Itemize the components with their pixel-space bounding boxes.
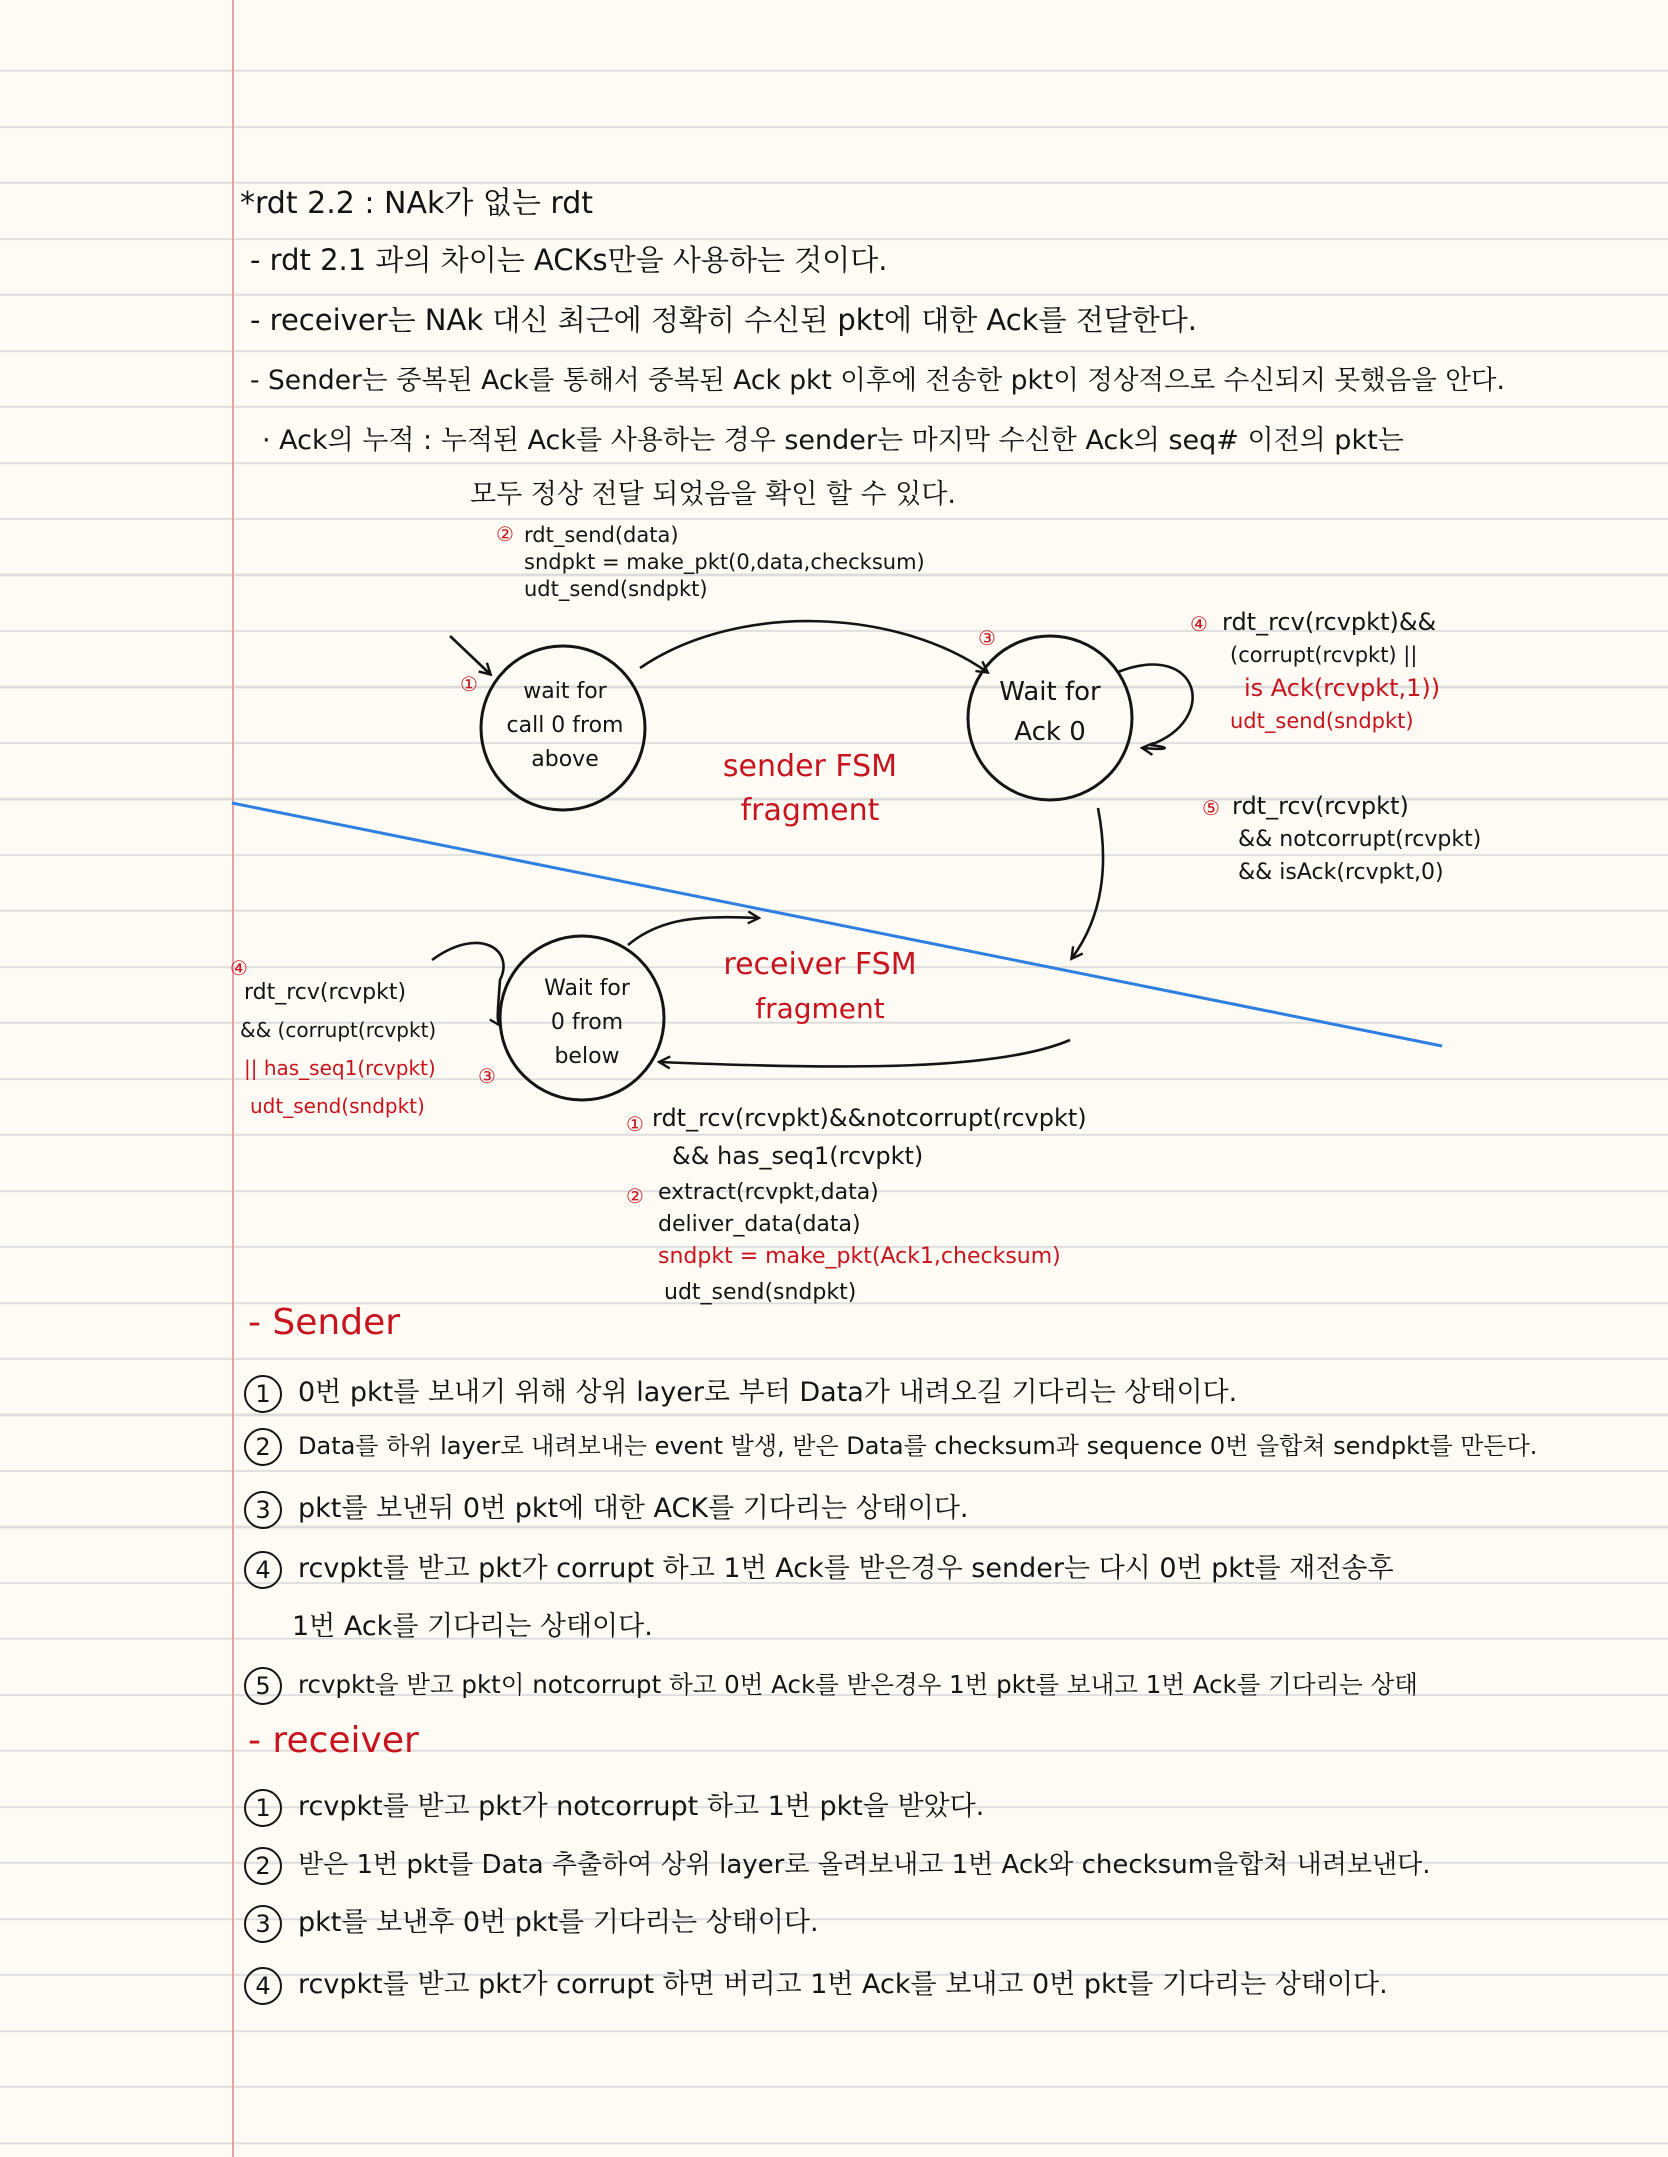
note-text: rcvpkt를 받고 pkt가 notcorrupt 하고 1번 pkt을 받았다.: [298, 1791, 985, 1822]
intro-line: 모두 정상 전달 되었음을 확인 할 수 있다.: [470, 479, 956, 510]
sender-top-line: rdt_send(data): [524, 523, 679, 547]
sender-note: [244, 1370, 1237, 1413]
initial-arrow: [450, 636, 490, 674]
step-marker: ②: [496, 522, 514, 546]
number-badge: 4: [244, 1967, 282, 2005]
receiver-action-line: udt_send(sndpkt): [664, 1280, 857, 1305]
intro-line: - rdt 2.1 과의 차이는 ACKs만을 사용하는 것이다.: [250, 243, 888, 277]
state-line: call 0 from: [506, 713, 624, 738]
note-text: rcvpkt을 받고 pkt이 notcorrupt 하고 0번 Ack를 받은경우 1번 pkt를 보내고 1번 Ack를 기다리는 상태: [298, 1670, 1418, 1699]
state-line: 0 from: [550, 1010, 624, 1035]
intro-line: - receiver는 NAk 대신 최근에 정확히 수신된 pkt에 대한 Ack를 전달한다.: [250, 303, 1198, 337]
number-badge: 2: [244, 1847, 282, 1885]
sender-section-title: - Sender: [248, 1302, 401, 1343]
receiver-bottom-arrow: [660, 1040, 1070, 1067]
state-line: Wait for: [999, 677, 1101, 707]
state-line: below: [554, 1044, 620, 1069]
number-badge: 4: [244, 1551, 282, 1589]
number-badge: 1: [244, 1375, 282, 1413]
receiver-section-title: - receiver: [248, 1720, 419, 1761]
state-wait-call-label: [490, 675, 640, 777]
sender-self-line: is Ack(rcvpkt,1)): [1244, 674, 1441, 702]
send-arrow: [640, 621, 987, 672]
receiver-top-arrow: [628, 917, 758, 945]
fsm-label-line: fragment: [755, 992, 885, 1025]
receiver-note: [244, 1844, 1431, 1885]
sender-top-line: sndpkt = make_pkt(0,data,checksum): [524, 550, 925, 574]
receiver-action-line: extract(rcvpkt,data): [658, 1180, 879, 1205]
state-line: Wait for: [544, 976, 630, 1001]
sender-top-line: udt_send(sndpkt): [524, 577, 708, 601]
receiver-action-line: sndpkt = make_pkt(Ack1,checksum): [658, 1244, 1061, 1269]
step-marker: ②: [626, 1184, 644, 1208]
sender-return-line: rdt_rcv(rcvpkt): [1232, 792, 1409, 820]
sender-note: [244, 1426, 1537, 1466]
intro-line: · Ack의 누적 : 누적된 Ack를 사용하는 경우 sender는 마지막 수신한 Ack의 seq# 이전의 pkt는: [262, 425, 1404, 456]
note-text: rcvpkt를 받고 pkt가 corrupt 하고 1번 Ack를 받은경우 sender는 다시 0번 pkt를 재전송후: [298, 1553, 1394, 1584]
step-marker: ⑤: [1202, 796, 1220, 820]
note-text: 0번 pkt를 보내기 위해 상위 layer로 부터 Data가 내려오길 기다리는 상태이다.: [298, 1377, 1238, 1408]
number-badge: 3: [244, 1491, 282, 1529]
fsm-label-line: receiver FSM: [723, 947, 917, 982]
state-wait-below-label: [512, 972, 662, 1074]
receiver-note: [244, 1962, 1388, 2005]
step-marker: ①: [460, 672, 478, 696]
sender-self-line: rdt_rcv(rcvpkt)&&: [1222, 608, 1437, 636]
step-marker: ④: [1190, 612, 1208, 636]
sender-note: [244, 1546, 1394, 1589]
step-marker: ①: [626, 1112, 644, 1136]
step-marker: ④: [230, 956, 248, 980]
number-badge: 3: [244, 1905, 282, 1943]
sender-self-line: udt_send(sndpkt): [1230, 709, 1414, 733]
receiver-self-loop: [432, 943, 504, 1025]
receiver-self-line: rdt_rcv(rcvpkt): [244, 980, 407, 1005]
step-marker: ③: [478, 1064, 496, 1088]
state-line: wait for: [523, 679, 607, 704]
receiver-self-line: || has_seq1(rcvpkt): [244, 1056, 436, 1080]
intro-line: - Sender는 중복된 Ack를 통해서 중복된 Ack pkt 이후에 전송한 pkt이 정상적으로 수신되지 못했음을 안다.: [250, 365, 1505, 396]
sender-return-line: && notcorrupt(rcvpkt): [1238, 827, 1482, 852]
fsm-label-line: fragment: [740, 793, 880, 828]
receiver-cond-line: rdt_rcv(rcvpkt)&&notcorrupt(rcvpkt): [652, 1104, 1087, 1132]
state-line: Ack 0: [1014, 717, 1086, 747]
sender-note: [244, 1486, 969, 1529]
number-badge: 5: [244, 1667, 282, 1705]
note-text: rcvpkt를 받고 pkt가 corrupt 하면 버리고 1번 Ack를 보내고 0번 pkt를 기다리는 상태이다.: [298, 1969, 1388, 2000]
number-badge: 2: [244, 1428, 282, 1466]
sender-note: [244, 1666, 1418, 1705]
sender-self-line: (corrupt(rcvpkt) ||: [1230, 643, 1418, 667]
note-text: 받은 1번 pkt를 Data 추출하여 상위 layer로 올려보내고 1번 Ack와 checksum을합쳐 내려보낸다.: [298, 1850, 1431, 1880]
state-wait-ack-label: [985, 672, 1115, 752]
receiver-fsm-label: [705, 943, 935, 1031]
receiver-note: [244, 1900, 819, 1943]
note-text: pkt를 보낸뒤 0번 pkt에 대한 ACK를 기다리는 상태이다.: [298, 1493, 969, 1524]
note-text: Data를 하위 layer로 내려보내는 event 발생, 받은 Data를 checksum과 sequence 0번 을합쳐 sendpkt를 만든다.: [298, 1432, 1538, 1460]
step-marker: ③: [978, 626, 996, 650]
receiver-self-line: udt_send(sndpkt): [250, 1094, 425, 1118]
fsm-label-line: sender FSM: [722, 749, 898, 784]
page-title: *rdt 2.2 : NAk가 없는 rdt: [240, 186, 593, 221]
return-arrow: [1072, 808, 1103, 958]
sender-fsm-label: [715, 745, 905, 833]
note-text: pkt를 보낸후 0번 pkt를 기다리는 상태이다.: [298, 1907, 819, 1938]
receiver-note: [244, 1784, 984, 1827]
sender-return-line: && isAck(rcvpkt,0): [1238, 860, 1444, 885]
receiver-self-line: && (corrupt(rcvpkt): [240, 1018, 437, 1042]
receiver-action-line: deliver_data(data): [658, 1212, 861, 1237]
sender-note-continued: 1번 Ack를 기다리는 상태이다.: [292, 1611, 653, 1642]
state-line: above: [531, 747, 599, 772]
number-badge: 1: [244, 1789, 282, 1827]
receiver-cond-line: && has_seq1(rcvpkt): [672, 1142, 924, 1170]
